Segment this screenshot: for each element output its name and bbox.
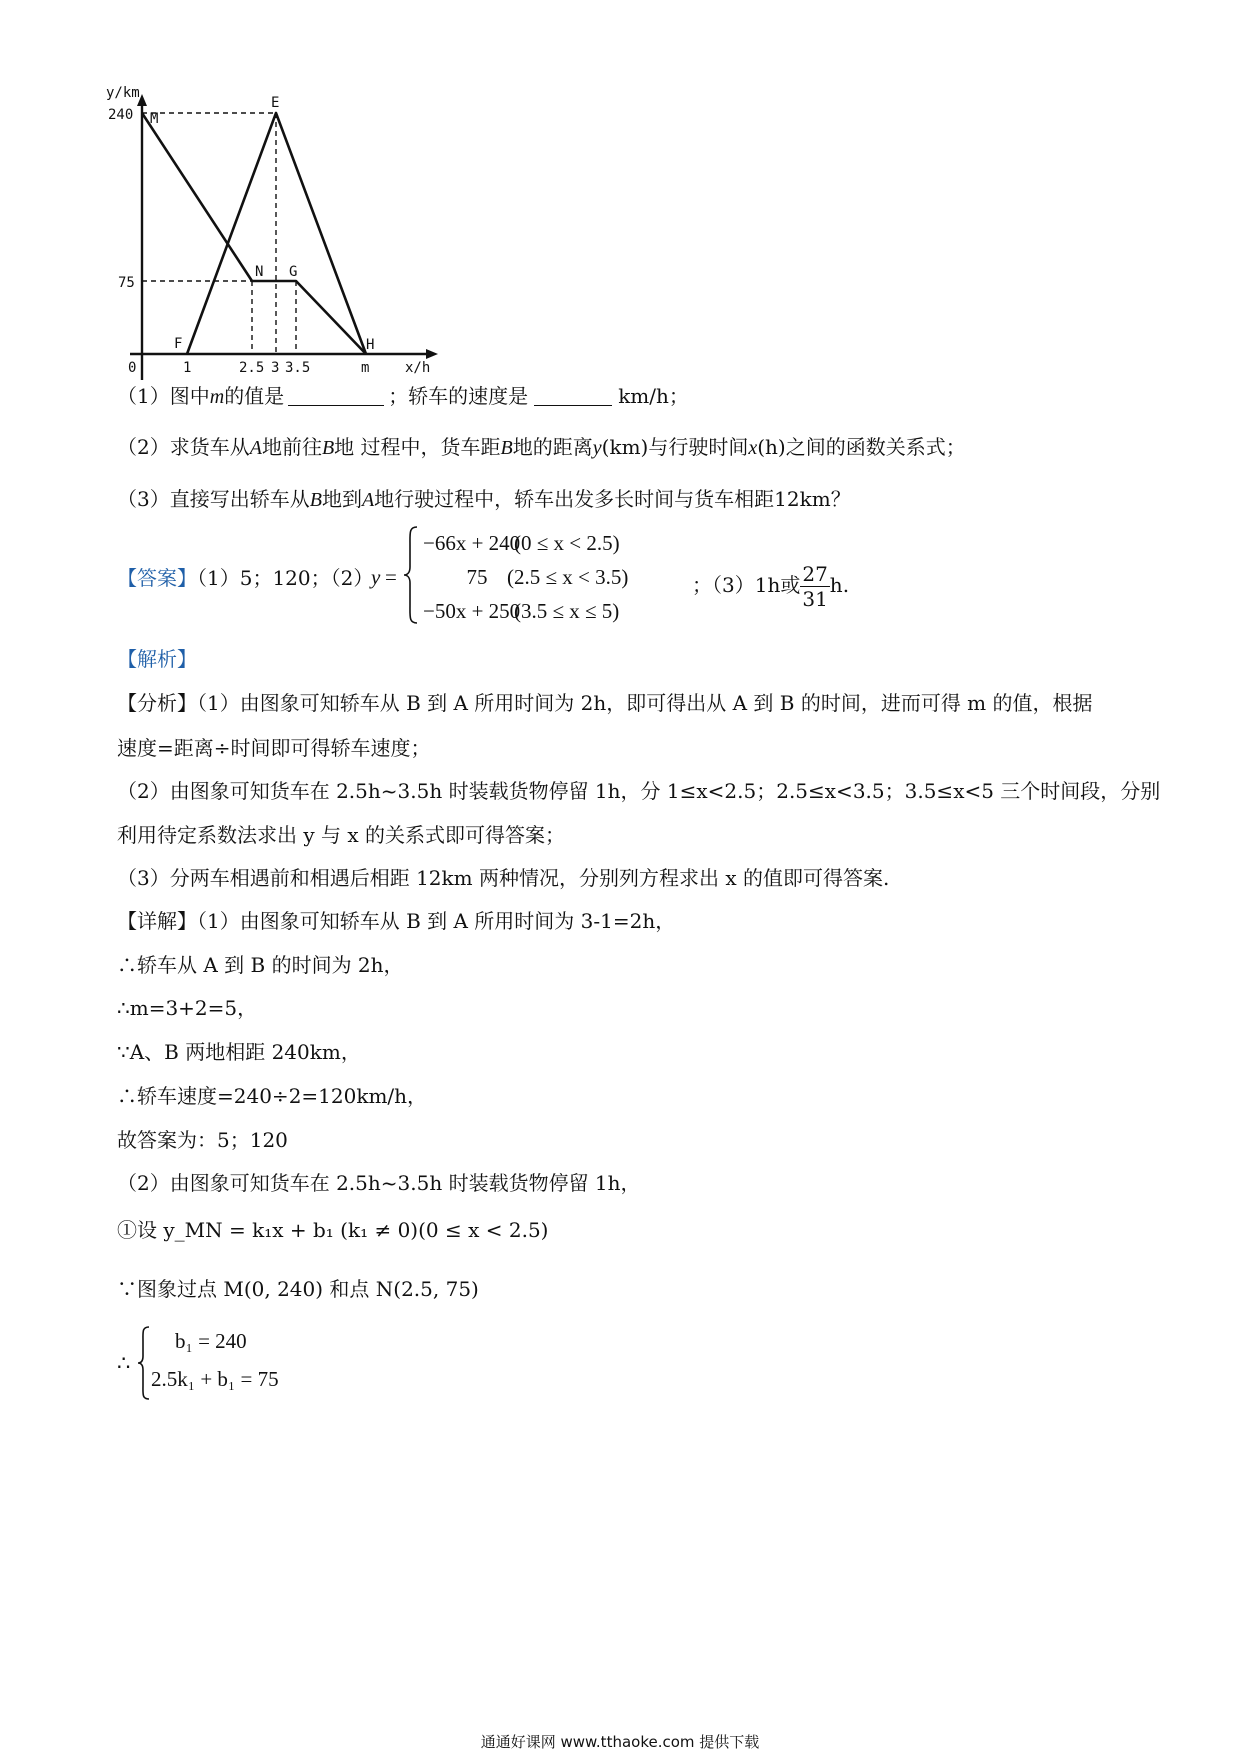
answer-case2-expr: 75 xyxy=(466,565,488,589)
q3-text-2: 地到 xyxy=(321,487,362,511)
x-tick-0: 0 xyxy=(128,360,137,376)
x-axis-arrow xyxy=(426,349,438,359)
detail-system-brace xyxy=(137,1325,151,1401)
q3-text-3: 地行驶过程中，轿车出发多长时间与货车相距 xyxy=(374,487,775,511)
q2-text-4: 地的距离 xyxy=(512,435,593,459)
detail-5: ∴轿车速度=240÷2=120km/h， xyxy=(117,1084,428,1108)
analysis-2: （2）由图象可知货车在 2.5h~3.5h 时装载货物停留 1h，分 1≤x<2.5；2.5≤x<3.5；3.5≤x<5 三个时间段，分别 xyxy=(117,779,1161,803)
point-label-e: E xyxy=(271,95,280,111)
detail-1 xyxy=(117,908,675,934)
question-3 xyxy=(117,486,851,513)
x-tick-m: m xyxy=(361,360,370,376)
detail-8: ①设 y_MN = k₁x + b₁ (k₁ ≠ 0)(0 ≤ x < 2.5) xyxy=(117,1218,549,1242)
y-tick-240: 240 xyxy=(108,107,134,123)
detail-system-eq2: 2.5k₁ + b₁ = 75 xyxy=(151,1367,279,1391)
answer-fraction xyxy=(800,562,829,611)
answer-case3-cond: (3.5 ≤ x ≤ 5) xyxy=(514,599,620,623)
analysis-1-text: （1）由图象可知轿车从 B 到 A 所用时间为 2h，即可得出从 A 到 B 的时间，进而可得 m 的值，根据 xyxy=(197,691,1093,715)
q3-var-b: B xyxy=(309,489,322,511)
analysis-2b: 利用待定系数法求出 y 与 x 的关系式即可得答案； xyxy=(117,823,566,847)
q2-var-y: y xyxy=(592,437,602,459)
q1-blank-m xyxy=(288,385,384,406)
answer-case1-expr: −66x + 240 xyxy=(423,531,521,555)
q1-text-mid2: ；轿车的速度是 xyxy=(388,384,529,408)
x-tick-1: 1 xyxy=(183,360,192,376)
x-axis-label: x/h xyxy=(405,360,431,376)
distance-time-graph xyxy=(100,80,460,410)
analysis-tag: 【分析】 xyxy=(117,691,197,715)
answer-line xyxy=(117,565,373,591)
answer-text-1: （1）5；120；（2） xyxy=(197,566,374,590)
q2-unit-km: (km) xyxy=(601,435,649,459)
x-tick-3.5: 3.5 xyxy=(285,360,311,376)
answer-tag: 【答案】 xyxy=(117,566,197,590)
detail-system-therefore: ∴ xyxy=(117,1351,131,1375)
q2-unit-h: (h) xyxy=(757,435,786,459)
answer-frac-unit: h xyxy=(829,573,843,597)
answer-var-y: y xyxy=(371,565,381,589)
q1-blank-speed xyxy=(534,385,612,406)
y-tick-75: 75 xyxy=(118,275,135,291)
answer-part3 xyxy=(692,562,849,611)
q3-text-4: ？ xyxy=(830,487,851,511)
point-label-g: G xyxy=(289,264,298,280)
q2-var-x: x xyxy=(748,437,758,459)
q2-var-b: B xyxy=(321,437,335,459)
answer-or: 或 xyxy=(780,573,801,597)
analysis-1 xyxy=(117,690,1093,716)
analysis-1b: 速度=距离÷时间即可得轿车速度； xyxy=(117,736,431,760)
point-label-f: F xyxy=(174,336,183,352)
detail-3: ∴m=3+2=5， xyxy=(117,996,258,1020)
q2-text-3: 地 过程中，货车距 xyxy=(334,435,501,459)
q1-unit: km/h xyxy=(618,384,669,408)
answer-case2-cond: (2.5 ≤ x < 3.5) xyxy=(507,565,629,589)
detail-system xyxy=(117,1325,377,1405)
answer-frac-num: 27 xyxy=(802,562,828,586)
answer-equals: = xyxy=(385,565,397,589)
detail-system-eq1: b₁ = 240 xyxy=(175,1329,247,1353)
q1-var-m: m xyxy=(209,386,225,408)
question-2 xyxy=(117,434,966,461)
q2-text-5: 与行驶时间 xyxy=(648,435,749,459)
page-footer: 通通好课网 www.tthaoke.com 提供下载 xyxy=(480,1733,760,1751)
detail-tag: 【详解】 xyxy=(117,909,197,933)
q1-text-mid: 的值是 xyxy=(224,384,285,408)
answer-frac-den: 31 xyxy=(802,587,828,611)
point-label-m: M xyxy=(150,111,159,127)
q2-text-6: 之间的函数关系式； xyxy=(785,435,966,459)
q2-var-a: A xyxy=(249,437,262,459)
analysis-heading: 【解析】 xyxy=(117,647,197,671)
detail-9: ∵图象过点 M(0, 240) 和点 N(2.5, 75) xyxy=(117,1277,479,1301)
detail-6: 故答案为：5；120 xyxy=(117,1128,288,1152)
answer-end: . xyxy=(842,573,850,597)
x-tick-3: 3 xyxy=(271,360,280,376)
q1-text-pre: （1）图中 xyxy=(117,384,210,408)
point-label-n: N xyxy=(255,264,264,280)
point-label-h: H xyxy=(366,337,375,353)
detail-1-text: （1）由图象可知轿车从 B 到 A 所用时间为 3-1=2h， xyxy=(197,909,676,933)
q1-end: ； xyxy=(668,384,689,408)
answer-brace xyxy=(403,525,419,625)
question-1 xyxy=(117,383,689,410)
analysis-3: （3）分两车相遇前和相遇后相距 12km 两种情况，分别列方程求出 x 的值即可得答案. xyxy=(117,866,890,890)
detail-2: ∴轿车从 A 到 B 的时间为 2h， xyxy=(117,953,404,977)
answer-piecewise xyxy=(371,525,691,625)
answer-case3-expr: −50x + 250 xyxy=(423,599,521,623)
detail-4: ∵A、B 两地相距 240km， xyxy=(117,1040,361,1064)
q2-text-2: 地前往 xyxy=(261,435,322,459)
answer-value-1h: 1h xyxy=(754,573,781,597)
q3-text-1: （3）直接写出轿车从 xyxy=(117,487,310,511)
car-line-mngh xyxy=(142,113,366,354)
y-axis-label: y/km xyxy=(106,85,140,101)
answer-case1-cond: (0 ≤ x < 2.5) xyxy=(514,531,620,555)
detail-7: （2）由图象可知货车在 2.5h~3.5h 时装载货物停留 1h， xyxy=(117,1171,641,1195)
answer-text-2: ；（3） xyxy=(692,573,755,597)
q2-var-b2: B xyxy=(500,437,513,459)
q3-distance: 12km xyxy=(774,487,831,511)
q2-text-1: （2）求货车从 xyxy=(117,435,250,459)
x-tick-2.5: 2.5 xyxy=(239,360,265,376)
q3-var-a: A xyxy=(361,489,375,511)
